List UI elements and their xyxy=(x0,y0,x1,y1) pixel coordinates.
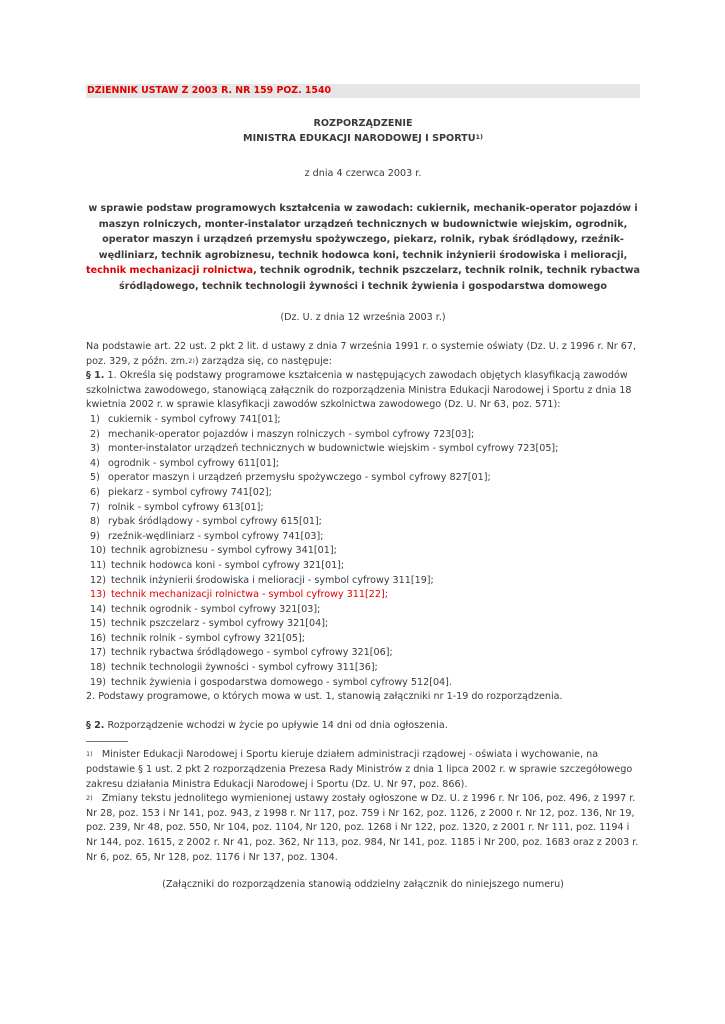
list-item-text: technik hodowca koni - symbol cyfrowy 321[01]; xyxy=(111,559,345,571)
list-item xyxy=(86,603,640,618)
footnote-ref-1[interactable]: 1) xyxy=(475,133,483,141)
list-item-text: technik ogrodnik - symbol cyfrowy 321[03]; xyxy=(111,603,321,615)
act-date: z dnia 4 czerwca 2003 r. xyxy=(304,168,422,179)
list-item-number: 5) xyxy=(90,472,100,484)
annex-note: (Załączniki do rozporządzenia stanowią oddzielny załącznik do niniejszego numeru) xyxy=(162,879,564,891)
list-item-number: 11) xyxy=(90,559,106,571)
section-1-point-2: 2. Podstawy programowe, o których mowa w ust. 1, stanowią załączniki nr 1-19 do rozporządzenia. xyxy=(86,691,563,703)
list-item xyxy=(86,486,640,501)
footnote-ref-2[interactable]: 2) xyxy=(188,356,195,365)
list-item-text: technik rybactwa śródlądowego - symbol cyfrowy 321[06]; xyxy=(111,647,393,659)
list-item-text: technik żywienia i gospodarstwa domowego - symbol cyfrowy 512[04]. xyxy=(111,676,452,688)
list-item xyxy=(86,617,640,632)
list-item-number: 14) xyxy=(90,603,106,615)
list-item-number: 19) xyxy=(90,676,106,688)
list-item-text: operator maszyn i urządzeń przemysłu spożywczego - symbol cyfrowy 827[01]; xyxy=(108,472,491,484)
list-item-number: 13) xyxy=(90,589,106,601)
list-item-number: 9) xyxy=(90,530,100,542)
list-item-text: mechanik-operator pojazdów i maszyn rolniczych - symbol cyfrowy 723[03]; xyxy=(108,428,475,440)
list-item-number: 4) xyxy=(90,457,100,469)
preamble-text-1: Na podstawie art. 22 ust. 2 pkt 2 lit. d ustawy z dnia 7 września 1991 r. o systemie oświaty (Dz. U. z 1996 r. Nr 67, poz. 329, z późn. zm. xyxy=(86,341,637,367)
list-item-text: technik inżynierii środowiska i melioracji - symbol cyfrowy 311[19]; xyxy=(111,574,434,586)
list-item xyxy=(86,428,640,443)
footnote-text: Zmiany tekstu jednolitego wymienionej ustawy zostały ogłoszone w Dz. U. z 1996 r. Nr 106, poz. 496, z 1997 r. Nr 28, poz. 153 i Nr 141, poz. 943, z 1998 r. Nr 117, poz. 759 i Nr 162, poz. 1126, z 2000 r. Nr 12, poz. 136, Nr 19, poz. 239, Nr 48, poz. 550, Nr 104, poz. 1104, Nr 120, poz. 1268 i Nr 122, poz. 1320, z 2001 r. Nr 111, poz. 1194 i Nr 144, poz. 1615, z 2002 r. Nr 41, poz. 362, Nr 113, poz. 984, Nr 141, poz. 1185 i Nr 200, poz. 1683 oraz z 2003 r. Nr 6, poz. 65, Nr 128, poz. 1176 i Nr 137, poz. 1304. xyxy=(86,793,639,863)
footnote-marker: 2) xyxy=(86,794,93,803)
list-item-number: 8) xyxy=(90,516,100,528)
document-page xyxy=(86,84,640,892)
list-item-number: 15) xyxy=(90,618,106,630)
list-item-number: 6) xyxy=(90,486,100,498)
list-item-number: 7) xyxy=(90,501,100,513)
list-item-text: technik technologii żywności - symbol cyfrowy 311[36]; xyxy=(111,662,378,674)
list-item xyxy=(86,574,640,589)
footnote-divider xyxy=(86,741,128,742)
section-1 xyxy=(86,369,640,413)
list-item-text: rolnik - symbol cyfrowy 613[01]; xyxy=(108,501,264,513)
list-item-text: piekarz - symbol cyfrowy 741[02]; xyxy=(108,486,272,498)
list-item-text: rzeźnik-wędliniarz - symbol cyfrowy 741[03]; xyxy=(108,530,324,542)
list-item xyxy=(86,544,640,559)
act-subject xyxy=(86,201,640,294)
list-item xyxy=(86,515,640,530)
list-item-text: rybak śródlądowy - symbol cyfrowy 615[01]; xyxy=(108,516,322,528)
subject-text-before: w sprawie podstaw programowych kształcenia w zawodach: cukiernik, mechanik-operator pojazdów i maszyn rolniczych, monter-instalator urządzeń technicznych w budownictwie wiejskim, ogrodnik, operator maszyn i urządzeń przemysłu spożywczego, piekarz, rolnik, rybak śródlądowy, rzeźnik-wędliniarz, technik agrobiznesu, technik hodowca koni, technik inżynierii środowiska i melioracji, xyxy=(88,203,638,261)
preamble xyxy=(86,340,640,369)
list-item-text: ogrodnik - symbol cyfrowy 611[01]; xyxy=(108,457,279,469)
subject-highlight: technik mechanizacji rolnictwa xyxy=(86,265,254,276)
section-2-text: Rozporządzenie wchodzi w życie po upływie 14 dni od dnia ogłoszenia. xyxy=(104,719,448,731)
footnote-text: Minister Edukacji Narodowej i Sportu kieruje działem administracji rządowej - oświata i wychowanie, na podstawie § 1 ust. 2 pkt 2 rozporządzenia Prezesa Rady Ministrów z dnia 1 lipca 2002 r. w sprawie szczegółowego zakresu działania Ministra Edukacji Narodowej i Sportu (Dz. U. Nr 97, poz. 866). xyxy=(86,749,633,790)
list-item xyxy=(86,501,640,516)
footnote xyxy=(86,748,640,792)
list-item xyxy=(86,413,640,428)
list-item xyxy=(86,588,640,603)
preamble-text-2: ) zarządza się, co następuje: xyxy=(194,355,332,367)
journal-header: DZIENNIK USTAW Z 2003 R. NR 159 POZ. 1540 xyxy=(86,84,640,98)
footnote-marker: 1) xyxy=(86,750,93,759)
issuer-title-text: MINISTRA EDUKACJI NARODOWEJ I SPORTU xyxy=(243,133,476,144)
list-item-number: 2) xyxy=(90,428,100,440)
list-item-number: 1) xyxy=(90,413,100,425)
section-1-label: § 1. xyxy=(86,370,105,382)
list-item xyxy=(86,559,640,574)
section-2-label: § 2. xyxy=(86,719,105,731)
profession-list xyxy=(86,413,640,690)
list-item xyxy=(86,661,640,676)
list-item-text: technik rolnik - symbol cyfrowy 321[05]; xyxy=(111,632,305,644)
list-item-text: monter-instalator urządzeń technicznych w budownictwie wiejskim - symbol cyfrowy 723[05]; xyxy=(108,443,559,455)
list-item xyxy=(86,632,640,647)
list-item-text: technik agrobiznesu - symbol cyfrowy 341[01]; xyxy=(111,545,337,557)
list-item xyxy=(86,530,640,545)
list-item-number: 10) xyxy=(90,545,106,557)
list-item-text: cukiernik - symbol cyfrowy 741[01]; xyxy=(108,413,281,425)
footnotes xyxy=(86,748,640,865)
list-item xyxy=(86,471,640,486)
list-item-number: 3) xyxy=(90,443,100,455)
section-2 xyxy=(86,719,640,734)
section-1-intro: 1. Określa się podstawy programowe kształcenia w następujących zawodach objętych klasyfikacją zawodów szkolnictwa zawodowego, stanowiącą załącznik do rozporządzenia Ministra Edukacji Narodowej i Sportu z dnia 18 kwietnia 2002 r. w sprawie klasyfikacji zawodów szkolnictwa zawodowego (Dz. U. Nr 63, poz. 571): xyxy=(86,370,632,411)
subject-text-after: , technik ogrodnik, technik pszczelarz, technik rolnik, technik rybactwa śródlądowego, technik technologii żywności i technik żywienia i gospodarstwa domowego xyxy=(119,265,641,292)
act-body xyxy=(86,340,640,892)
list-item-number: 17) xyxy=(90,647,106,659)
list-item-number: 16) xyxy=(90,632,106,644)
list-item xyxy=(86,646,640,661)
publication-source: (Dz. U. z dnia 12 września 2003 r.) xyxy=(280,312,446,323)
list-item-text: technik pszczelarz - symbol cyfrowy 321[04]; xyxy=(111,618,329,630)
list-item xyxy=(86,457,640,472)
list-item xyxy=(86,442,640,457)
list-item xyxy=(86,676,640,691)
list-item-number: 12) xyxy=(90,574,106,586)
footnote xyxy=(86,792,640,865)
list-item-number: 18) xyxy=(90,662,106,674)
act-type-title: ROZPORZĄDZENIE xyxy=(313,118,413,129)
list-item-text: technik mechanizacji rolnictwa - symbol cyfrowy 311[22]; xyxy=(111,589,388,601)
issuer-title xyxy=(86,131,640,146)
